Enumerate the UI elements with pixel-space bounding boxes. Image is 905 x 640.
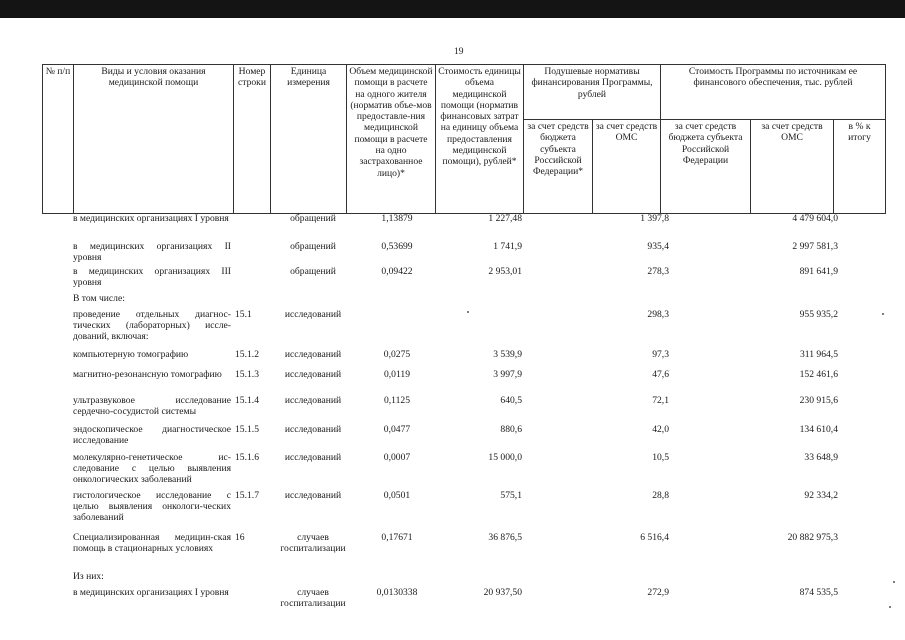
row-name: в медицинских организациях III уровня — [73, 266, 231, 289]
row-unit: исследований — [284, 490, 342, 501]
row-volume: 0,53699 — [381, 241, 413, 252]
table-header — [42, 64, 886, 214]
row-unit: обращений — [290, 266, 336, 277]
row-unit: случаев госпитализации — [280, 532, 346, 555]
row-volume: 0,0119 — [383, 369, 411, 380]
row-unit: исследований — [284, 349, 342, 360]
row-norm-oms: 47,6 — [652, 369, 669, 380]
row-cost-oms: 92 334,2 — [804, 490, 838, 501]
header-norm-budget: за счет средств бюджета субъекта Российской Федерации* — [524, 120, 593, 214]
row-volume: 0,0130338 — [376, 587, 418, 598]
row-unit-cost: 640,5 — [500, 395, 522, 406]
row-unit-cost: 36 876,5 — [488, 532, 522, 543]
row-unit-cost: 575,1 — [500, 490, 522, 501]
row-unit-cost: 3 997,9 — [493, 369, 522, 380]
row-volume: 1,13879 — [381, 213, 413, 224]
row-number: 15.1.2 — [235, 349, 259, 360]
row-norm-oms: 28,8 — [652, 490, 669, 501]
header-unit-cost: Стоимость единицы объема медицинской помощи (норматив финансовых затрат на единицу объема предоставления медицинской помощи), рублей* — [436, 65, 524, 214]
row-unit-cost: 880,6 — [500, 424, 522, 435]
row-unit-cost: 15 000,0 — [488, 452, 522, 463]
row-unit-cost: 3 539,9 — [493, 349, 522, 360]
row-norm-oms: 6 516,4 — [640, 532, 669, 543]
row-unit: исследований — [284, 424, 342, 435]
row-cost-oms: 33 648,9 — [804, 452, 838, 463]
row-cost-oms: 20 882 975,3 — [787, 532, 838, 543]
row-name: в медицинских организациях I уровня — [73, 213, 229, 224]
row-name: ультразвуковое исследование сердечно-сосудистой системы — [73, 395, 231, 418]
row-norm-oms: 272,9 — [647, 587, 669, 598]
row-name: гистологическое исследование с целью выявления онкологи-ческих заболеваний — [73, 490, 231, 524]
scan-speck — [467, 311, 469, 313]
row-name: магнитно-резонансную томографию — [73, 369, 222, 380]
row-number: 16 — [235, 532, 245, 543]
row-norm-oms: 1 397,8 — [640, 213, 669, 224]
row-name: проведение отдельных диагнос-тических (лабораторных) иссле-дований, включая: — [73, 309, 231, 343]
row-norm-oms: 10,5 — [652, 452, 669, 463]
row-norm-oms: 935,4 — [647, 241, 669, 252]
header-type: Виды и условия оказания медицинской помощи — [74, 65, 234, 214]
row-unit: исследований — [284, 452, 342, 463]
row-volume: 0,09422 — [381, 266, 413, 277]
row-cost-oms: 874 535,5 — [799, 587, 838, 598]
row-unit-cost: 2 953,01 — [488, 266, 522, 277]
header-group-norms: Подушевые нормативы финансирования Программы, рублей — [524, 65, 661, 120]
header-volume: Объем медицинской помощи в расчете на одного жителя (норматив объе-мов предоставле-ния медицинской помощи в расчете на одно застрахованное лицо)* — [347, 65, 436, 214]
row-name: в медицинских организациях II уровня — [73, 241, 231, 264]
row-cost-oms: 230 915,6 — [799, 395, 838, 406]
row-name: в медицинских организациях I уровня — [73, 587, 229, 598]
row-volume: 0,0275 — [383, 349, 411, 360]
header-cost-budget: за счет средств бюджета субъекта Российской Федерации — [661, 120, 751, 214]
row-volume: 0,0501 — [383, 490, 411, 501]
scan-speck — [893, 581, 895, 583]
row-number: 15.1 — [235, 309, 252, 320]
row-number: 15.1.4 — [235, 395, 259, 406]
row-unit-cost: 1 741,9 — [493, 241, 522, 252]
row-volume: 0,17671 — [381, 532, 413, 543]
header-unit: Единица измерения — [271, 65, 347, 214]
row-norm-oms: 42,0 — [652, 424, 669, 435]
row-name: молекулярно-генетическое ис-следование с целью выявления онкологических заболеваний — [73, 452, 231, 486]
row-unit: исследований — [284, 395, 342, 406]
row-unit: исследований — [284, 369, 342, 380]
row-number: 15.1.7 — [235, 490, 259, 501]
row-unit: обращений — [290, 241, 336, 252]
scan-speck — [882, 313, 884, 315]
row-volume: 0,1125 — [383, 395, 411, 406]
row-section-label: Из них: — [73, 571, 104, 582]
row-unit-cost: 1 227,48 — [488, 213, 522, 224]
row-cost-oms: 891 641,9 — [799, 266, 838, 277]
header-row-number: Номер строки — [234, 65, 271, 214]
header-group-program-cost: Стоимость Программы по источникам ее финансового обеспечения, тыс. рублей — [661, 65, 886, 120]
header-norm-oms: за счет средств ОМС — [593, 120, 661, 214]
row-number: 15.1.3 — [235, 369, 259, 380]
header-cost-oms: за счет средств ОМС — [751, 120, 834, 214]
scan-speck — [889, 606, 891, 608]
row-unit: исследований — [284, 309, 342, 320]
header-cost-percent: в % к итогу — [834, 120, 886, 214]
page-number: 19 — [454, 47, 464, 57]
row-cost-oms: 2 997 581,3 — [792, 241, 838, 252]
row-unit: случаев госпитализации — [280, 587, 346, 610]
row-name: Специализированная медицин-ская помощь в стационарных условиях — [73, 532, 231, 555]
row-norm-oms: 298,3 — [647, 309, 669, 320]
scan-top-border — [0, 0, 905, 18]
row-unit: обращений — [290, 213, 336, 224]
row-cost-oms: 152 461,6 — [799, 369, 838, 380]
row-cost-oms: 4 479 604,0 — [792, 213, 838, 224]
row-volume: 0,0477 — [383, 424, 411, 435]
row-volume: 0,0007 — [383, 452, 411, 463]
row-norm-oms: 72,1 — [652, 395, 669, 406]
row-number: 15.1.6 — [235, 452, 259, 463]
row-number: 15.1.5 — [235, 424, 259, 435]
row-cost-oms: 311 964,5 — [799, 349, 838, 360]
row-cost-oms: 955 935,2 — [799, 309, 838, 320]
row-cost-oms: 134 610,4 — [799, 424, 838, 435]
row-name: компьютерную томографию — [73, 349, 189, 360]
row-unit-cost: 20 937,50 — [483, 587, 522, 598]
row-norm-oms: 278,3 — [647, 266, 669, 277]
header-num: № п/п — [43, 65, 74, 214]
row-name: эндоскопическое диагностическое исследование — [73, 424, 231, 447]
row-norm-oms: 97,3 — [652, 349, 669, 360]
row-section-label: В том числе: — [73, 293, 125, 304]
